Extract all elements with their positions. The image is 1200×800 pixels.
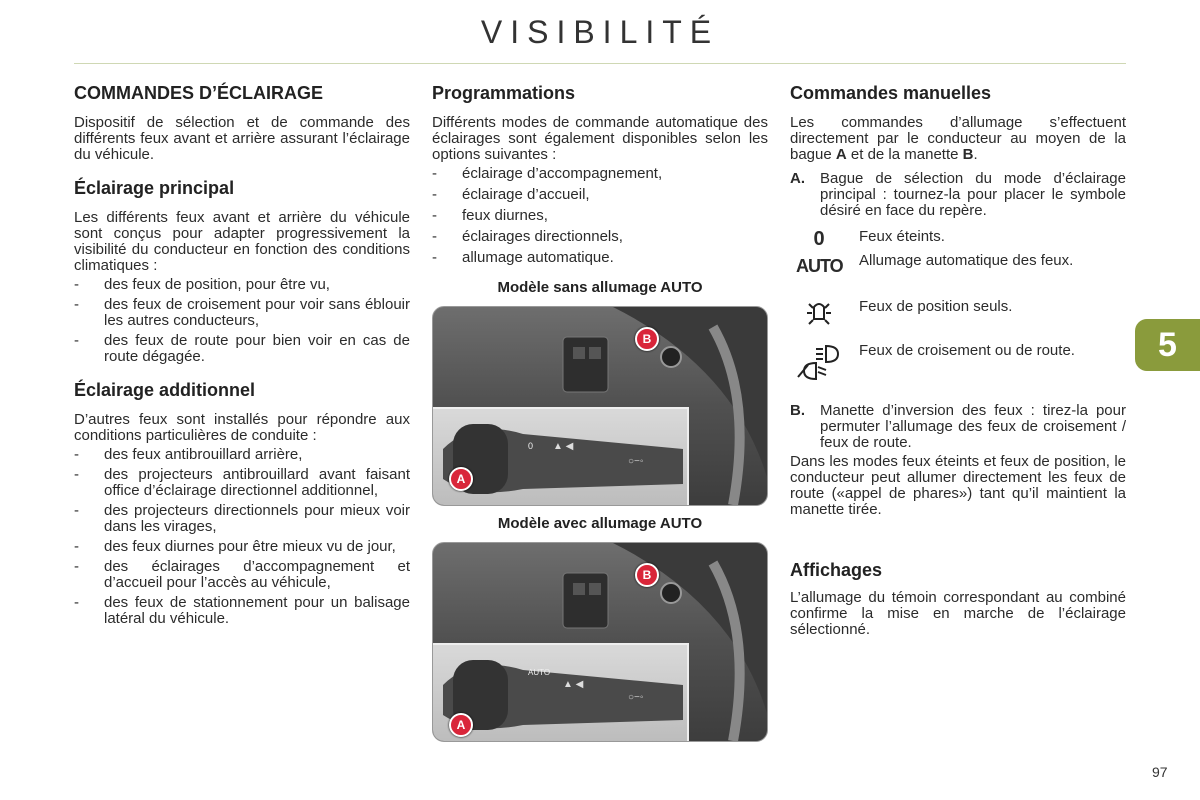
stalk-illustration bbox=[433, 409, 687, 506]
list-item: - éclairage d’accompagnement, bbox=[432, 166, 768, 182]
figure-caption-auto: Modèle avec allumage AUTO bbox=[497, 515, 703, 532]
legend-row: Feux de croisement ou de route. bbox=[790, 343, 1126, 397]
svg-text:▲ ◀: ▲ ◀ bbox=[553, 441, 574, 452]
stalk-off-mark: 0 bbox=[528, 441, 534, 451]
svg-text:○−◦: ○−◦ bbox=[628, 456, 644, 467]
column-manual-controls bbox=[790, 80, 1126, 638]
page-number: 97 bbox=[1152, 764, 1168, 780]
figure-stalk-no-auto bbox=[432, 306, 768, 506]
main-lighting-list bbox=[74, 277, 410, 365]
heading-displays: Affichages bbox=[790, 560, 883, 580]
badge-b: B bbox=[635, 563, 659, 587]
legend-row: AUTO Allumage automatique des feux. bbox=[790, 253, 1126, 299]
stalk-inset bbox=[433, 407, 689, 506]
column-lighting-controls bbox=[74, 80, 410, 631]
heading-additional-lighting: Éclairage additionnel bbox=[74, 380, 256, 400]
badge-a: A bbox=[449, 467, 473, 491]
section-heading-lighting-controls: COMMANDES D’ÉCLAIRAGE bbox=[74, 83, 324, 103]
page-title: VISIBILITÉ bbox=[480, 14, 720, 50]
item-ring-a bbox=[790, 171, 1126, 219]
symbol-legend bbox=[790, 229, 1126, 397]
additional-lighting-list bbox=[74, 447, 410, 627]
manual-intro-paragraph: Les commandes d’allumage s’effectuent directement par le conducteur au moyen de la bague A et de la manette B. bbox=[790, 114, 1126, 163]
intro-paragraph: Dispositif de sélection et de commande des différents feux avant et arrière assurant l’éclairage du véhicule. bbox=[74, 114, 410, 163]
list-item: - des feux de stationnement pour un balisage latéral du véhicule. bbox=[74, 595, 410, 627]
stalk-auto-mark: AUTO bbox=[528, 668, 551, 677]
programming-paragraph: Différents modes de commande automatique des éclairages sont également disponibles selon les options suivantes : bbox=[432, 114, 768, 163]
auto-symbol-icon: AUTO bbox=[796, 256, 843, 276]
item-stalk-b bbox=[790, 403, 1126, 451]
main-lighting-paragraph: Les différents feux avant et arrière du véhicule sont conçus pour adapter progressivement la visibilité du conducteur en fonction des conditions climatiques : bbox=[74, 209, 410, 274]
title-divider bbox=[74, 63, 1126, 64]
list-item: - des feux de route pour bien voir en cas de route dégagée. bbox=[74, 333, 410, 365]
legend-row: Feux de position seuls. bbox=[790, 299, 1126, 343]
list-item: - des feux de croisement pour voir sans éblouir les autres conducteurs, bbox=[74, 297, 410, 329]
heading-manual-controls: Commandes manuelles bbox=[790, 83, 992, 103]
programming-list bbox=[432, 166, 768, 266]
position-lights-icon bbox=[796, 299, 842, 333]
heading-main-lighting: Éclairage principal bbox=[74, 178, 235, 198]
heading-programming: Programmations bbox=[432, 83, 576, 103]
list-item: - des feux diurnes pour être mieux vu de jour, bbox=[74, 539, 410, 555]
item-key: B. bbox=[790, 402, 805, 419]
figure-stalk-auto bbox=[432, 542, 768, 742]
headlamp-flash-paragraph: Dans les modes feux éteints et feux de position, le conducteur peut allumer directement les feux de route («appel de phares») tant qu’il maintient la manette tirée. bbox=[790, 453, 1126, 518]
svg-text:○−◦: ○−◦ bbox=[628, 692, 644, 703]
list-item: - des feux de position, pour être vu, bbox=[74, 277, 410, 293]
list-item: - des projecteurs directionnels pour mieux voir dans les virages, bbox=[74, 503, 410, 535]
additional-lighting-paragraph: D’autres feux sont installés pour répondre aux conditions particulières de conduite : bbox=[74, 411, 410, 444]
list-item: - allumage automatique. bbox=[432, 250, 768, 266]
list-item: - des projecteurs antibrouillard avant faisant office d’éclairage directionnel additionnel, bbox=[74, 467, 410, 499]
column-programming bbox=[432, 80, 768, 742]
list-item: - éclairages directionnels, bbox=[432, 229, 768, 245]
list-item: - des feux antibrouillard arrière, bbox=[74, 447, 410, 463]
item-key: A. bbox=[790, 170, 805, 187]
badge-b: B bbox=[635, 327, 659, 351]
list-item: - éclairage d’accueil, bbox=[432, 187, 768, 203]
badge-a: A bbox=[449, 713, 473, 737]
list-item: - feux diurnes, bbox=[432, 208, 768, 224]
item-text: Bague de sélection du mode d’éclairage principal : tournez-la pour placer le symbole désiré en face du repère. bbox=[820, 170, 1126, 219]
list-item: - des éclairages d’accompagnement et d’accueil pour l’accès au véhicule, bbox=[74, 559, 410, 591]
svg-text:▲ ◀: ▲ ◀ bbox=[563, 679, 584, 690]
dipped-main-beam-icon bbox=[796, 343, 842, 385]
off-symbol-icon: 0 bbox=[813, 228, 825, 250]
legend-row: 0 Feux éteints. bbox=[790, 229, 1126, 253]
item-text: Manette d’inversion des feux : tirez-la pour permuter l’allumage des feux de croisement / feux de route. bbox=[820, 402, 1126, 451]
figure-caption-no-auto: Modèle sans allumage AUTO bbox=[497, 279, 703, 296]
chapter-tab: 5 bbox=[1135, 319, 1200, 371]
displays-paragraph: L’allumage du témoin correspondant au combiné confirme la mise en marche de l’éclairage sélectionné. bbox=[790, 589, 1126, 638]
